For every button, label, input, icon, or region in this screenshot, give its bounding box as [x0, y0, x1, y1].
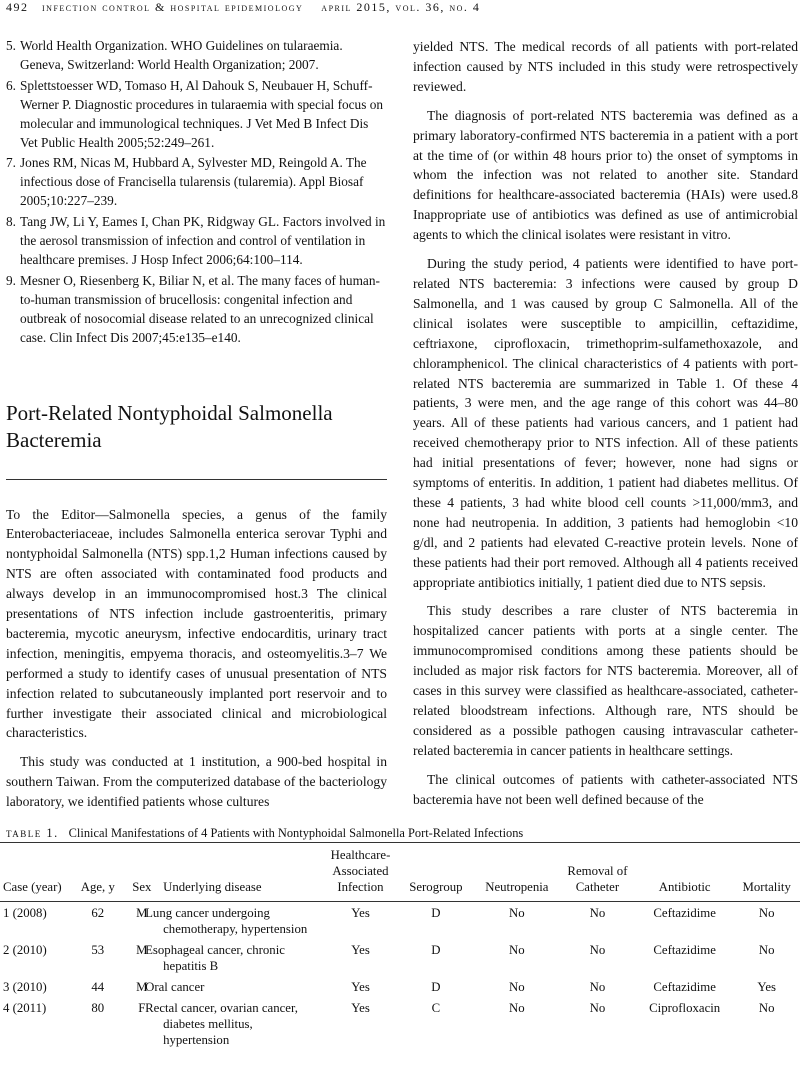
- table-row: [0, 939, 800, 976]
- cell-hai: Yes: [351, 1001, 370, 1015]
- reference-text: Mesner O, Riesenberg K, Biliar N, et al. The many faces of human-to-human transmission of brucellosis: congenital infection and outbreak of nosocomial disease related to an unrecognized clinical case. Clin Infect Dis 2007;45:e135–e140.: [20, 272, 380, 345]
- cell-serogroup: D: [431, 980, 441, 994]
- cell-antibiotic: Ciprofloxacin: [649, 1001, 721, 1015]
- cell-antibiotic: Ceftazidime: [653, 980, 716, 994]
- cell-antibiotic: Ceftazidime: [653, 943, 716, 957]
- column-header: Serogroup: [397, 843, 475, 902]
- column-header: Removal of Catheter: [559, 843, 636, 902]
- journal-name: infection control & hospital epidemiology: [42, 0, 304, 14]
- cell-removal: No: [589, 980, 606, 994]
- cell-hai: Yes: [351, 943, 370, 957]
- column-header: Healthcare-Associated Infection: [324, 843, 397, 902]
- cell-mortality: Yes: [757, 980, 777, 994]
- cell-neutropenia: No: [509, 943, 525, 957]
- table-row: [0, 902, 800, 940]
- column-header: Case (year): [0, 843, 72, 902]
- article-title: Port-Related Nontyphoidal Salmonella Bacteremia: [6, 400, 333, 452]
- cell-neutropenia: No: [509, 906, 525, 920]
- cell-case: 2 (2010): [3, 943, 47, 957]
- reference-text: Splettstoesser WD, Tomaso H, Al Dahouk S, Neubauer H, Schuff-Werner P. Diagnostic procedures in tularaemia with special focus on molecular and immunological techniques. J Vet Med B Infect Dis Vet Public Health 2005;52:249–261.: [20, 77, 384, 150]
- cell-serogroup: D: [431, 906, 441, 920]
- cell-age: 53: [91, 943, 105, 957]
- cell-disease: Esophageal cancer, chronic hepatitis B: [145, 943, 285, 973]
- cell-mortality: No: [758, 1001, 775, 1015]
- column-header: Age, y: [72, 843, 123, 902]
- reference-item: 5. World Health Organization. WHO Guidelines on tularaemia. Geneva, Switzerland: World Health Organization; 2007.: [6, 38, 343, 72]
- cell-disease: Lung cancer undergoing chemotherapy, hypertension: [145, 906, 308, 936]
- cell-removal: No: [589, 1001, 606, 1015]
- page-number: 492: [6, 0, 29, 14]
- body-paragraph: yielded NTS. The medical records of all patients with port-related infection caused by NTS included in this study were retrospectively reviewed.: [413, 39, 798, 94]
- cell-sex: F: [138, 1001, 146, 1015]
- cell-disease: Oral cancer: [145, 980, 205, 994]
- table-row: [0, 997, 800, 1050]
- body-paragraph: This study describes a rare cluster of NTS bacteremia in hospitalized cancer patients with ports at a single center. The immunocompromised conditions among these patients should be included as major risk factors for NTS bacteremia. Moreover, all of cases in this survey were classified as healthcare-associated, catheter-related bloodstream infections. Although rare, NTS should be considered as a possible pathogen causing intravascular catheter-related bacteremia in cancer patients in healthcare settings.: [413, 603, 798, 758]
- cell-disease: Rectal cancer, ovarian cancer, diabetes mellitus, hypertension: [145, 1001, 298, 1047]
- cell-case: 1 (2008): [3, 906, 47, 920]
- cell-mortality: No: [758, 943, 775, 957]
- clinical-table: [0, 842, 800, 1050]
- table-caption-text: Clinical Manifestations of 4 Patients with Nontyphoidal Salmonella Port-Related Infections: [68, 826, 524, 840]
- cell-antibiotic: Ceftazidime: [653, 906, 716, 920]
- cell-age: 44: [91, 980, 105, 994]
- column-header: Underlying disease: [160, 843, 324, 902]
- left-column: [6, 37, 387, 812]
- reference-item: 8. Tang JW, Li Y, Eames I, Chan PK, Ridgway GL. Factors involved in the aerosol transmission of infection and control of ventilation in healthcare premises. J Hosp Infect 2006;64:100–114.: [6, 214, 386, 267]
- column-header: Sex: [124, 843, 161, 902]
- cell-sex: M: [136, 943, 148, 957]
- body-paragraph: The clinical outcomes of patients with catheter-associated NTS bacteremia have not been well defined because of the: [413, 771, 798, 807]
- body-paragraph: This study was conducted at 1 institution, a 900-bed hospital in southern Taiwan. From the computerized database of the bacteriology laboratory, we identified patients whose cultures: [6, 754, 387, 810]
- reference-item: 7. Jones RM, Nicas M, Hubbard A, Sylvester MD, Reingold A. The infectious dose of Francisella tularensis (tularemia). Appl Biosaf 2005;10:227–239.: [6, 155, 367, 209]
- table-caption: [6, 826, 523, 841]
- reference-item: 6. Splettstoesser WD, Tomaso H, Al Dahouk S, Neubauer H, Schuff-Werner P. Diagnostic procedures in tularaemia with special focus on molecular and immunological techniques. J Vet Med B Infect Dis Vet Public Health 2005;52:249–261.: [6, 77, 384, 150]
- body-paragraph: To the Editor—Salmonella species, a genus of the family Enterobacteriaceae, includes Salmonella enterica serovar Typhi and nontyphoidal Salmonella (NTS) spp.1,2 Human infections caused by NTS are often associated with contaminated food products and always develop in an immunocompromised host.3 The clinical presentations of NTS infection include gastroenteritis, primary bacteremia, mycotic aneurysm, infective endocarditis, urinary tract infection, meningitis, empyema thoracis, and osteomyelitis.3–7 We performed a study to identify cases of unusual presentation of NTS infection related to subcutaneously implanted port reservoir and to further investigate their associated clinical and microbiological characteristics.: [6, 506, 387, 741]
- reference-text: Tang JW, Li Y, Eames I, Chan PK, Ridgway GL. Factors involved in the aerosol transmission of infection and control of ventilation in healthcare premises. J Hosp Infect 2006;64:100–114.: [20, 214, 386, 267]
- table-header-row: [0, 843, 800, 902]
- cell-removal: No: [589, 943, 606, 957]
- body-paragraph: During the study period, 4 patients were identified to have port-related NTS bacteremia: 3 infections were caused by group D Salmonella, and 1 was caused by group C Salmonella. All of the clinical isolates were susceptible to ampicillin, ceftazidime, ceftriaxone, ciprofloxacin, trimethoprim-sulfamethoxazole, and chloramphenicol. The clinical characteristics of 4 patients with port-related NTS bacteremia are summarized in Table 1. Of these 4 patients, 3 were men, and the age range of this cohort was 44–80 years. All of these patients had various cancers, and 1 patient had received chemotherapy prior to NTS infection. All of these patients had initial presentations of fever; however, none had signs or symptoms of enteritis. In addition, 1 patient had diabetes mellitus. Of these 4 patients, 3 had white blood cell counts >11,000/mm3, and none had neutropenia. In addition, 3 patients had hemoglobin <10 g/dl, and 2 patients had elevated C-reactive protein levels. None of these patients had their port removed. Although all 4 patients received appropriate antibiotics initially, 1 patient died due to NTS sepsis.: [413, 256, 798, 590]
- cell-hai: Yes: [351, 980, 370, 994]
- cell-sex: M: [136, 906, 148, 920]
- reference-list: [6, 37, 387, 348]
- running-header: [6, 0, 480, 15]
- column-header: Antibiotic: [636, 843, 734, 902]
- column-header: Neutropenia: [475, 843, 559, 902]
- cell-serogroup: D: [431, 943, 441, 957]
- cell-age: 80: [91, 1001, 105, 1015]
- cell-neutropenia: No: [509, 980, 525, 994]
- cell-sex: M: [136, 980, 148, 994]
- cell-age: 62: [91, 906, 105, 920]
- cell-removal: No: [589, 906, 606, 920]
- right-column: [413, 37, 798, 810]
- column-header: Mortality: [733, 843, 800, 902]
- reference-text: Jones RM, Nicas M, Hubbard A, Sylvester MD, Reingold A. The infectious dose of Francisella tularensis (tularemia). Appl Biosaf 2005;10:227–239.: [20, 155, 367, 209]
- reference-item: 9. Mesner O, Riesenberg K, Biliar N, et al. The many faces of human-to-human transmission of brucellosis: congenital infection and outbreak of nosocomial disease related to an unrecognized clinical case. Clin Infect Dis 2007;45:e135–e140.: [6, 272, 380, 345]
- cell-neutropenia: No: [509, 1001, 525, 1015]
- journal-issue: april 2015, vol. 36, no. 4: [321, 0, 481, 14]
- cell-case: 4 (2011): [3, 1001, 47, 1015]
- table-row: [0, 976, 800, 997]
- cell-mortality: No: [758, 906, 775, 920]
- cell-case: 3 (2010): [3, 980, 47, 994]
- cell-hai: Yes: [351, 906, 370, 920]
- body-paragraph: The diagnosis of port-related NTS bacteremia was defined as a primary laboratory-confirmed NTS bacteremia in a patient with a port at the time of (or within 48 hours prior to) the onset of symptoms in whom the infection was not related to another site. Standard definitions for healthcare-associated bacteremia (HAIs) were used.8 Inappropriate use of antibiotics was defined as use of antimicrobial agents to which the clinical isolates were resistant in vitro.: [413, 107, 798, 243]
- table-label: table 1.: [6, 826, 59, 840]
- cell-serogroup: C: [431, 1001, 441, 1015]
- reference-text: World Health Organization. WHO Guidelines on tularaemia. Geneva, Switzerland: World Health Organization; 2007.: [20, 38, 343, 72]
